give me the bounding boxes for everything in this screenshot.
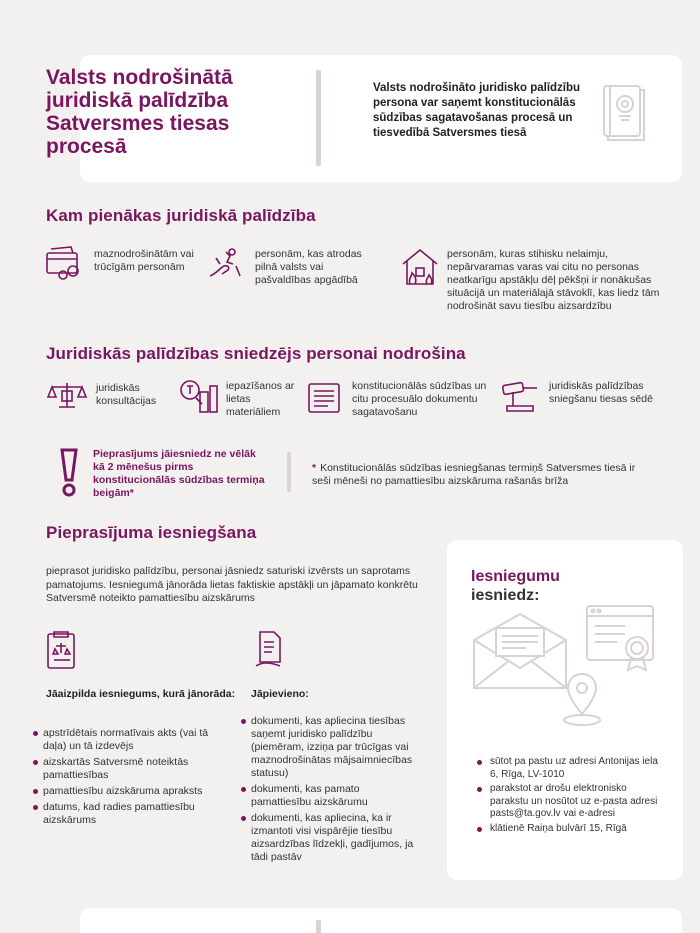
warning-divider — [287, 452, 291, 492]
list-item: dokumenti, kas apliecina tiesības saņemt juridisko palīdzību (piemēram, izziņa par trūcīgas vai maznodrošinātas mājsaimniecības statusu) — [241, 715, 421, 780]
provider-item-3: konstitucionālās sūdzības un citu procesuālo dokumentu sagatavošanu — [352, 380, 487, 418]
list-item: parakstot ar drošu elektronisko parakstu un nosūtot uz e-pasta adresi pasts@ta.gov.lv vai e-adresi — [477, 783, 667, 821]
submit-list — [477, 756, 667, 837]
note-text: Konstitucionālās sūdzības iesniegšanas termiņš Satversmes tiesā ir seši mēneši no pamattiesību aizskāruma rašanās brīža — [312, 462, 636, 487]
list-item: pamattiesību aizskāruma apraksts — [33, 785, 228, 798]
envelope-icon — [470, 610, 570, 692]
list-item: sūtot pa pastu uz adresi Antonijas iela 6, Rīga, LV-1010 — [477, 756, 667, 781]
submit-title-line2: iesniedz: — [471, 587, 540, 604]
eligible-heading: Kam pienākas juridiskā palīdzība — [46, 206, 316, 225]
list-item: datums, kad radies pamattiesību aizskārums — [33, 801, 228, 827]
document-icon — [307, 382, 343, 414]
submit-title-line1: Iesniegumu — [471, 568, 560, 585]
deadline-note — [312, 462, 642, 488]
list-item: dokumenti, kas apliecina, ka ir izmantoti visi vispārējie tiesību aizsardzības līdzekļi, gadījumos, ja tādi pastāv — [241, 812, 421, 864]
submit-title — [471, 567, 651, 605]
attach-documents-icon — [254, 630, 284, 670]
bottom-card — [80, 908, 682, 933]
list-item: apstrīdētais normatīvais akts (vai tā daļa) un tā izdevējs — [33, 727, 228, 753]
provider-item-4: juridiskās palīdzības sniegšanu tiesas sēdē — [549, 380, 653, 405]
fill-list — [33, 727, 228, 830]
eligible-item-2: personām, kas atrodas pilnā valsts vai pašvaldības apgādībā — [255, 248, 362, 286]
case-files-icon — [178, 378, 220, 416]
scales-icon — [46, 379, 88, 411]
request-intro: pieprasot juridisko palīdzību, personai jāsniedz saturiski izvērsts un saprotams pamatojums. Iesniegumā jānorāda lietas faktiskie apstākļi un jāpamato konkrētu Satversmē noteikto pamattiesību aizskārums — [46, 565, 418, 604]
gavel-icon — [499, 380, 541, 414]
attach-heading: Jāpievieno: — [251, 688, 309, 700]
attach-list — [241, 715, 421, 867]
hero-description: Valsts nodrošināto juridisko palīdzību persona var saņemt konstitucionālās sūdzības sagatavošanas procesā un tiesvedībā Satversmes tiesā — [373, 82, 581, 139]
hand-care-icon — [206, 246, 244, 282]
list-item: dokumenti, kas pamato pamattiesību aizskārumu — [241, 783, 421, 809]
hero-divider — [316, 70, 321, 166]
provider-item-1: juridiskās konsultācijas — [96, 382, 157, 407]
wallet-coins-icon — [45, 245, 83, 281]
page-title: Valsts nodrošinātā juridiskā palīdzība Satversmes tiesas procesā — [46, 66, 233, 158]
provider-heading: Juridiskās palīdzības sniedzējs personai nodrošina — [46, 344, 466, 363]
fill-heading: Jāaizpilda iesniegums, kurā jānorāda: — [46, 688, 236, 700]
certificate-window-icon — [585, 604, 657, 674]
exclamation-icon — [58, 446, 80, 498]
warning-text: Pieprasījums jāiesniedz ne vēlāk kā 2 mēnešus pirms konstitucionālās sūdzības termiņa beigām* — [93, 448, 265, 499]
eligible-item-1: maznodrošinātām vai trūcīgām personām — [94, 248, 194, 273]
house-fire-icon — [400, 246, 440, 288]
bottom-divider — [316, 920, 321, 933]
request-heading: Pieprasījuma iesniegšana — [46, 523, 257, 542]
note-asterisk: * — [312, 462, 317, 474]
law-book-icon — [600, 80, 650, 142]
eligible-item-3: personām, kuras stihisku nelaimju, nepārvaramas varas vai citu no personas neatkarīgu apstākļu dēļ pēkšņi ir nonākušas situācijā un materiālajā stāvoklī, kas liedz tām nodrošināt savu tiesību aizsardzību — [447, 248, 660, 312]
list-item: klātienē Raiņa bulvārī 15, Rīgā — [477, 823, 667, 836]
provider-item-2: iepazīšanos ar lietas materiāliem — [226, 380, 295, 418]
application-form-icon — [46, 630, 80, 670]
list-item: aizskartās Satversmē noteiktās pamattiesības — [33, 756, 228, 782]
location-pin-icon — [560, 670, 604, 728]
